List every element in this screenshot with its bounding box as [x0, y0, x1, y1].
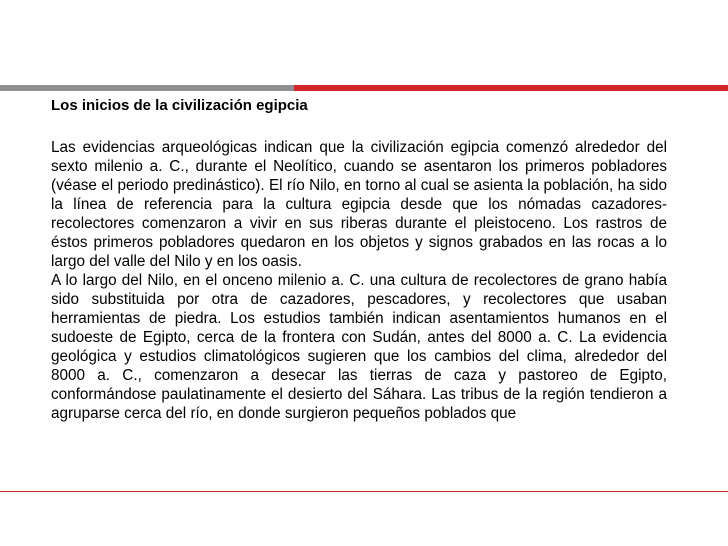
paragraph-1: Las evidencias arqueológicas indican que la civilización egipcia comenzó alrededor del sexto milenio a. C., durante el Neolítico, cuando se asentaron los primeros pobladores (véase el periodo predinástico). El río Nilo, en torno al cual se asienta la población, ha sido la línea de referencia para la cultura egipcia desde que los nómadas cazadores-recolectores comenzaron a vivir en sus riberas durante el pleistoceno. Los rastros de éstos primeros pobladores quedaron en los objetos y signos grabados en las rocas a lo largo del valle del Nilo y en los oasis. [51, 139, 667, 270]
top-divider-gray-segment [0, 85, 294, 91]
bottom-divider-rule [0, 491, 728, 492]
top-divider-rule [0, 85, 728, 91]
slide-title: Los inicios de la civilización egipcia [51, 97, 308, 114]
top-divider-red-segment [294, 85, 728, 91]
paragraph-2: A lo largo del Nilo, en el onceno milenio a. C. una cultura de recolectores de grano había sido substituida por otra de cazadores, pescadores, y recolectores que usaban herramientas de piedra. Los estudios también indican asentamientos humanos en el sudoeste de Egipto, cerca de la frontera con Sudán, antes del 8000 a. C. La evidencia geológica y estudios climatológicos sugieren que los cambios del clima, alrededor del 8000 a. C., comenzaron a desecar las tierras de caza y pastoreo de Egipto, conformándose paulatinamente el desierto del Sáhara. Las tribus de la región tendieron a agruparse cerca del río, en donde surgieron pequeños poblados que [51, 272, 667, 422]
slide-body-text [51, 138, 667, 423]
